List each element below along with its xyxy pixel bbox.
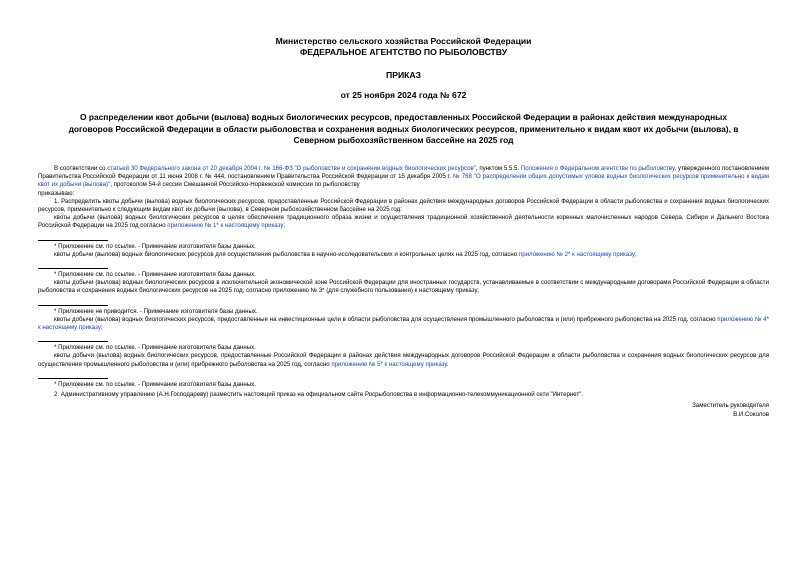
order-word: приказываю: — [38, 189, 75, 197]
preamble-text-4: , протоколом 54-й сессии Смешанной Российско-Норвежской комиссии по рыболовству — [110, 181, 360, 189]
preamble-text-3: , утвержденного постановлением Правительства Российской Федерации от 11 июня 2008 г. № 444, постановлением Правительства Российской Федерации от 15 декабря 2005 г. — [38, 165, 769, 181]
quota-item-3: квоты добычи (вылова) водных биологических ресурсов в исключительной экономической зоне Российской Федерации для иностранных государств, устанавливаемые в соответствии с международными договорами Российской Федерации в области рыболовства и сохранения водных биологических ресурсов на 2025 год, согласно приложению № 3* (для служебного пользования) к настоящему приказу; — [38, 279, 769, 295]
title-line-3: Северном рыбохозяйственном бассейне на 2025 год — [293, 135, 514, 145]
item-2-paragraph: 2. Административному управлению (А.Н.Господареву) разместить настоящий приказ на официальном сайте Росрыболовства в информационно-телекоммуникационной сети "Интернет". — [54, 391, 584, 399]
quota-item-4-text: квоты добычи (вылова) водных биологических ресурсов, предоставленные на инвестиционные цели в области рыболовства для осуществления промышленного рыболовства и (или) прибрежного рыболовства на 2025 год, согласно — [54, 315, 718, 323]
signatory-name: В.И.Соколов — [733, 411, 769, 419]
footnote-1: * Приложение см. по ссылке. - Примечание изготовителя базы данных. — [54, 242, 256, 250]
title-line-1: О распределении квот добычи (вылова) водных биологических ресурсов, предоставленных Российской Федерации в районах действия международных — [80, 112, 727, 122]
document-header — [0, 36, 807, 58]
link-federal-law-article-30[interactable]: статьей 30 Федерального закона от 20 декабря 2004 г. № 166-ФЗ "О рыболовстве и сохранении водных биологических ресурсов" — [107, 165, 476, 172]
footnote-divider — [38, 240, 108, 241]
footnote-3: * Приложение не приводится. - Примечание изготовителя базы данных. — [54, 307, 258, 315]
agency-name: ФЕДЕРАЛЬНОЕ АГЕНТСТВО ПО РЫБОЛОВСТВУ — [299, 47, 508, 57]
footnote-divider — [38, 341, 108, 342]
title-line-2: договоров Российской Федерации в области рыболовства и сохранения водных биологических ресурсов, применительно к видам квот их добычи (вылова), в — [68, 123, 739, 134]
preamble-text-2: , пунктом 5.5.5. — [475, 165, 521, 172]
quota-item-2-text: квоты добычи (вылова) водных биологических ресурсов для осуществления рыболовства в научно-исследовательских и контрольных целях на 2025 год, согласно — [54, 250, 519, 258]
footnote-divider — [38, 305, 108, 306]
quota-item-1-text: квоты добычи (вылова) водных биологических ресурсов в целях обеспечения традиционного образа жизни и осуществления традиционной хозяйственной деятельности коренных малочисленных народов Севера, Сибири и Дальнего Востока Российской Федерации на 2025 год согласно — [38, 214, 769, 230]
footnote-2: * Приложение см. по ссылке. - Примечание изготовителя базы данных. — [54, 271, 256, 279]
quota-item-1-end: ; — [283, 222, 286, 230]
preamble-text-1: В соответствии со — [54, 165, 108, 172]
footnote-5: * Приложение см. по ссылке. - Примечание изготовителя базы данных. — [54, 380, 256, 388]
quota-item-5 — [38, 352, 769, 368]
signatory-position: Заместитель руководителя — [692, 402, 769, 410]
link-appendix-5[interactable]: приложению № 5* к настоящему приказу — [331, 360, 447, 368]
document-body — [38, 165, 769, 419]
ministry-name: Министерство сельского хозяйства Российской Федерации — [275, 36, 532, 46]
footnote-4: * Приложение см. по ссылке. - Примечание изготовителя базы данных. — [54, 344, 256, 352]
document-date-number: от 25 ноября 2024 года № 672 — [340, 90, 467, 100]
document-type: ПРИКАЗ — [386, 70, 421, 80]
quota-item-5-end: . — [446, 360, 449, 368]
link-appendix-2[interactable]: приложению № 2* к настоящему приказу — [518, 250, 635, 258]
quota-item-1 — [38, 214, 769, 230]
link-agency-regulation[interactable]: Положения о Федеральном агентстве по рыболовству — [520, 165, 675, 172]
quota-item-4 — [38, 316, 769, 332]
quota-item-4-end: ; — [100, 324, 103, 332]
item-1-paragraph: 1. Распределить квоты добычи (вылова) водных биологических ресурсов, предоставленные Российской Федерации в районах действия международных договоров Российской Федерации в области рыболовства и сохранения водных биологических ресурсов, применительно к следующим видам квот их добычи (вылова), в Северном рыбохозяйственном бассейне на 2025 год: — [38, 197, 769, 214]
link-appendix-4[interactable]: приложению № 4* к настоящему приказу — [38, 315, 769, 332]
preamble-paragraph — [38, 165, 769, 190]
document-title — [38, 112, 769, 147]
quota-item-2 — [38, 251, 769, 259]
link-appendix-1[interactable]: приложению № 1* к настоящему приказу — [167, 222, 284, 230]
quota-item-5-text: квоты добычи (вылова) водных биологических ресурсов, предоставленные Российской Федерации в районах действия международных договоров Российской Федерации в области рыболовства и сохранения водных биологических ресурсов для осуществления промышленного рыболовства и (или) прибрежного рыболовства на 2025 год, согласно — [38, 352, 769, 368]
quota-item-2-end: ; — [635, 250, 637, 258]
link-resolution-768[interactable]: № 768 "О распределении общих допустимых уловов водных биологических ресурсов применительно к видам квот их добычи (вылова)" — [38, 173, 769, 189]
footnote-divider — [38, 378, 108, 379]
signature-block — [38, 401, 769, 419]
footnote-divider — [38, 268, 108, 269]
